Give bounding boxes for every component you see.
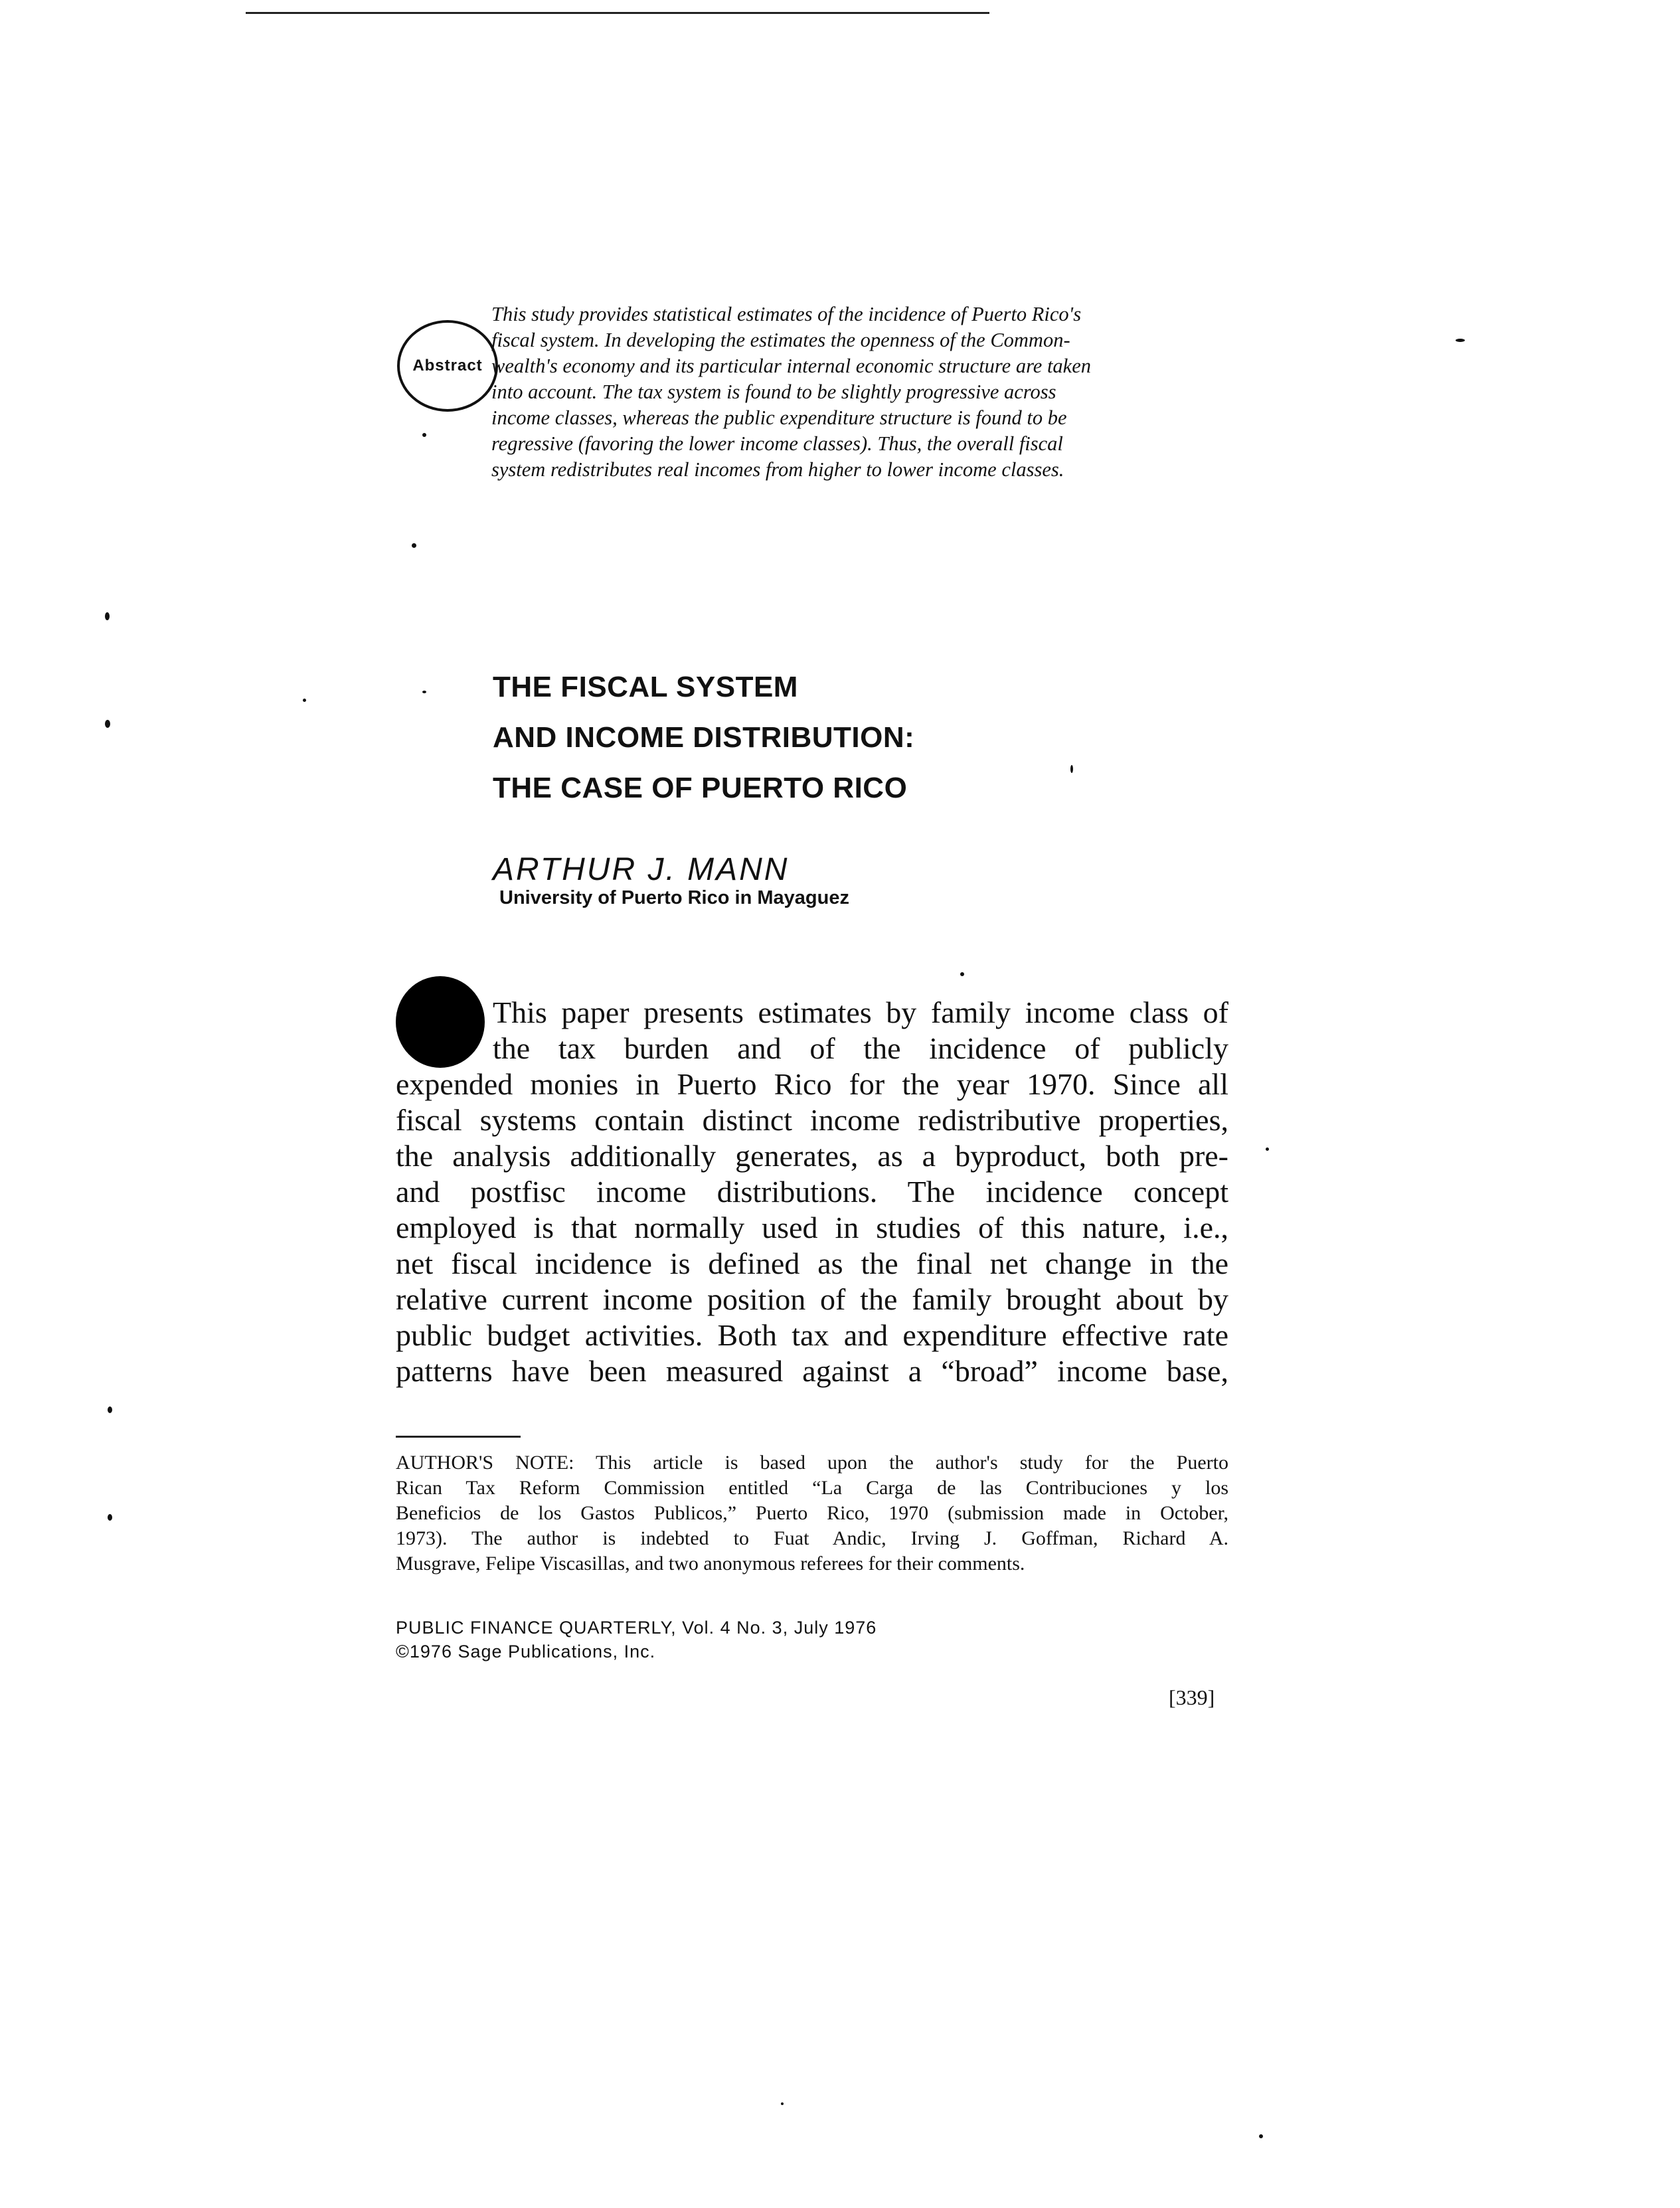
abstract-line: fiscal system. In developing the estimates the openness of the Common- (491, 329, 1070, 351)
author-affiliation: University of Puerto Rico in Mayaguez (499, 887, 849, 908)
scan-speck (1259, 2134, 1263, 2138)
page-number: [339] (1169, 1685, 1215, 1709)
body-line: the analysis additionally generates, as a byproduct, both pre- (396, 1139, 1228, 1173)
article-title-line: THE FISCAL SYSTEM (493, 671, 798, 703)
section-bullet (396, 976, 485, 1068)
scan-speck (108, 1406, 112, 1413)
body-line: This paper presents estimates by family income class of (493, 995, 1228, 1029)
body-line: the tax burden and of the incidence of publicly (493, 1031, 1228, 1065)
journal-copyright: ©1976 Sage Publications, Inc. (396, 1642, 656, 1661)
scan-speck (108, 1514, 112, 1521)
footnote-rule (396, 1436, 521, 1438)
article-title-line: AND INCOME DISTRIBUTION: (493, 721, 915, 754)
scan-speck (1070, 765, 1073, 773)
body-line: patterns have been measured against a “broad” income base, (396, 1354, 1228, 1388)
scan-speck (105, 720, 110, 728)
body-line: public budget activities. Both tax and expenditure effective rate (396, 1318, 1228, 1352)
author-note-line: AUTHOR'S NOTE: This article is based upon the author's study for the Puerto (396, 1452, 1228, 1474)
body-line: expended monies in Puerto Rico for the year 1970. Since all (396, 1067, 1228, 1101)
scan-speck (1456, 339, 1465, 342)
body-line: and postfisc income distributions. The incidence concept (396, 1175, 1228, 1209)
body-line: relative current income position of the family brought about by (396, 1282, 1228, 1316)
author-note-line: Beneficios de los Gastos Publicos,” Puerto Rico, 1970 (submission made in October, (396, 1502, 1228, 1524)
scan-speck (1266, 1147, 1269, 1151)
abstract-line: regressive (favoring the lower income classes). Thus, the overall fiscal (491, 432, 1063, 455)
abstract-badge-label: Abstract (410, 355, 484, 377)
author-name: ARTHUR J. MANN (493, 852, 790, 887)
body-line: employed is that normally used in studies of this nature, i.e., (396, 1211, 1228, 1244)
scan-speck (960, 972, 964, 976)
scan-speck (412, 543, 416, 548)
article-title-line: THE CASE OF PUERTO RICO (493, 772, 908, 804)
body-line: fiscal systems contain distinct income redistributive properties, (396, 1103, 1228, 1137)
abstract-line: income classes, whereas the public expenditure structure is found to be (491, 406, 1067, 429)
abstract-badge (397, 320, 498, 412)
abstract-line: This study provides statistical estimates of the incidence of Puerto Rico's (491, 303, 1082, 325)
top-rule (246, 12, 989, 14)
author-note-line: Musgrave, Felipe Viscasillas, and two anonymous referees for their comments. (396, 1553, 1025, 1574)
author-note-line: Rican Tax Reform Commission entitled “La Carga de las Contribuciones y los (396, 1477, 1228, 1499)
scan-speck (422, 691, 426, 693)
scan-speck (422, 433, 426, 437)
author-note-line: 1973). The author is indebted to Fuat Andic, Irving J. Goffman, Richard A. (396, 1527, 1228, 1549)
scan-speck (105, 612, 110, 620)
abstract-text (491, 301, 1228, 483)
abstract-line: wealth's economy and its particular internal economic structure are taken (491, 355, 1092, 377)
body-line: net fiscal incidence is defined as the final net change in the (396, 1246, 1228, 1280)
abstract-line: into account. The tax system is found to be slightly progressive across (491, 381, 1056, 403)
scan-speck (303, 699, 306, 702)
scan-speck (781, 2102, 784, 2105)
abstract-line: system redistributes real incomes from higher to lower income classes. (491, 458, 1064, 481)
journal-citation: PUBLIC FINANCE QUARTERLY, Vol. 4 No. 3, July 1976 (396, 1618, 877, 1638)
